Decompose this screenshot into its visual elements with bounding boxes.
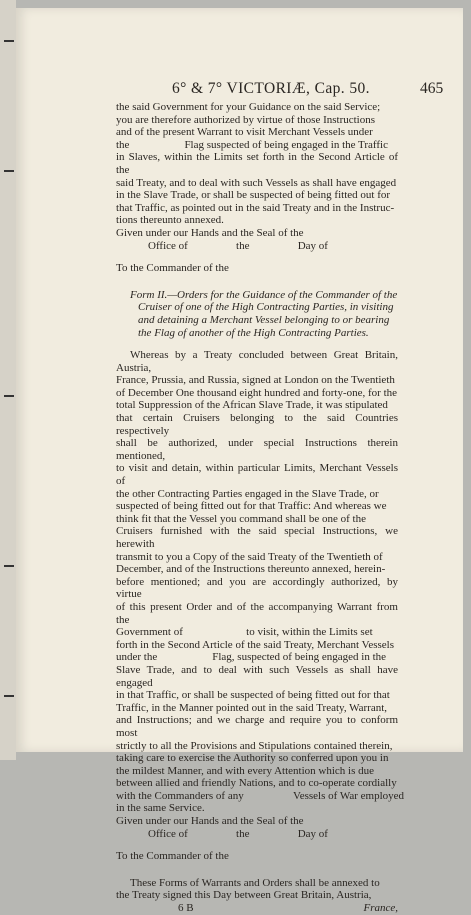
text-line: Cruiser of one of the High Contracting Parties, in visiting xyxy=(138,301,394,314)
text-line: under the Flag, suspected of being engaged in the xyxy=(116,651,387,664)
text-line: France, Prussia, and Russia, signed at London on the Twentieth xyxy=(116,374,395,387)
text-line: Government of to visit, within the Limits set xyxy=(116,626,373,639)
text-line: think fit that the Vessel you command shall be one of the xyxy=(116,512,366,525)
warrant-continuation xyxy=(116,101,398,275)
text-line: the said Government for your Guidance on the said Service; xyxy=(116,101,381,113)
document-body xyxy=(116,101,405,915)
text-line: the mildest Manner, and with every Attention which is due xyxy=(116,764,375,777)
text-line: of this present Order and of the accompanying Warrant from the xyxy=(116,600,398,626)
text-line: total Suppression of the African Slave Trade, it was stipulated xyxy=(116,399,388,412)
page-number: 465 xyxy=(420,80,444,97)
the-label: the xyxy=(236,239,250,252)
text-line: in that Traffic, or shall be suspected of being fitted out for that xyxy=(116,689,390,702)
signature-blanks xyxy=(148,828,328,841)
given-under-line: Given under our Hands and the Seal of the xyxy=(116,226,304,239)
addressee-line: To the Commander of the xyxy=(116,850,229,863)
the-label: the xyxy=(236,827,250,840)
text-line: Whereas by a Treaty concluded between Great Britain, Austria, xyxy=(116,349,398,374)
text-line: taking care to exercise the Authority so conferred upon you in xyxy=(116,752,389,765)
text-line: Traffic, in the Manner pointed out in the said Treaty, Warrant, xyxy=(116,701,388,714)
text-line: before mentioned; and you are accordingly authorized, by virtue xyxy=(116,575,398,601)
addressee-line: To the Commander of the xyxy=(116,262,229,275)
page-footer xyxy=(116,902,398,915)
form-ii-heading xyxy=(116,289,398,339)
binding-stitch xyxy=(4,565,14,567)
text-line: suspected of being fitted out for that Traffic: And whereas we xyxy=(116,500,387,513)
text-line: with the Commanders of any Vessels of War employed xyxy=(116,789,405,802)
text-line: forth in the Second Article of the said Treaty, Merchant Vessels xyxy=(116,638,395,651)
text-line: that Traffic, as pointed out in the said Treaty and in the Instruc- xyxy=(116,201,395,214)
text-line: the Treaty signed this Day between Great Britain, Austria, xyxy=(116,889,372,902)
text-line: that certain Cruisers belonging to the said Countries respectively xyxy=(116,412,398,437)
text-line: the Flag suspected of being engaged in the Traffic xyxy=(116,138,388,151)
text-line: you are therefore authorized by virtue of those Instructions xyxy=(116,113,376,126)
text-line: in the Slave Trade, or shall be suspected of being fitted out for xyxy=(116,189,391,202)
binding-stitch xyxy=(4,395,14,397)
text-line: Cruisers furnished with the said special Instructions, we herewith xyxy=(116,525,398,550)
text-line: said Treaty, and to deal with such Vessels as shall have engaged xyxy=(116,176,397,189)
text-line: transmit to you a Copy of the said Treaty of the Twentieth of xyxy=(116,550,383,563)
text-line: and detaining a Merchant Vessel belonging to or bearing xyxy=(138,313,390,326)
text-line: Form II.—Orders for the Guidance of the Commander of the xyxy=(130,288,398,301)
text-line: and of the present Warrant to visit Merchant Vessels under xyxy=(116,126,373,139)
text-line: December, and of the Instructions thereunto annexed, herein- xyxy=(116,563,386,576)
binding-stitch xyxy=(4,695,14,697)
act-title: 6° & 7° VICTORIÆ, Cap. 50. xyxy=(172,80,370,97)
text-line: in Slaves, within the Limits set forth in the Second Article of the xyxy=(116,151,398,176)
closing-paragraph xyxy=(116,877,398,915)
text-line: strictly to all the Provisions and Stipulations contained therein, xyxy=(116,739,393,752)
text-line: in the same Service. xyxy=(116,802,205,815)
text-line: shall be authorized, under special Instructions therein mentioned, xyxy=(116,437,398,462)
text-line: of December One thousand eight hundred and forty-one, for the xyxy=(116,386,398,399)
text-line: between allied and friendly Nations, and to co-operate cordially xyxy=(116,777,397,790)
office-of-label: Office of xyxy=(148,827,188,840)
text-line: tions thereunto annexed. xyxy=(116,214,224,227)
text-line: and Instructions; and we charge and require you to conform most xyxy=(116,714,398,739)
catchword: France, xyxy=(363,902,398,915)
text-line: the Flag of another of the High Contracting Parties. xyxy=(138,326,369,339)
text-line: to visit and detain, within particular Limits, Merchant Vessels of xyxy=(116,462,398,488)
signature-blanks xyxy=(148,240,328,253)
day-of-label: Day of xyxy=(297,827,328,840)
signature-mark: 6 B xyxy=(178,902,194,915)
text-line: Slave Trade, and to deal with such Vessels as shall have engaged xyxy=(116,663,398,689)
text-line: These Forms of Warrants and Orders shall be annexed to xyxy=(130,876,380,889)
binding-stitch xyxy=(4,40,14,42)
form-ii-body xyxy=(116,349,405,863)
office-of-label: Office of xyxy=(148,239,188,252)
day-of-label: Day of xyxy=(297,239,328,252)
given-under-line: Given under our Hands and the Seal of the xyxy=(116,815,304,828)
text-line: the other Contracting Parties engaged in the Slave Trade, or xyxy=(116,487,379,500)
binding-edge xyxy=(0,0,16,760)
binding-stitch xyxy=(4,170,14,172)
